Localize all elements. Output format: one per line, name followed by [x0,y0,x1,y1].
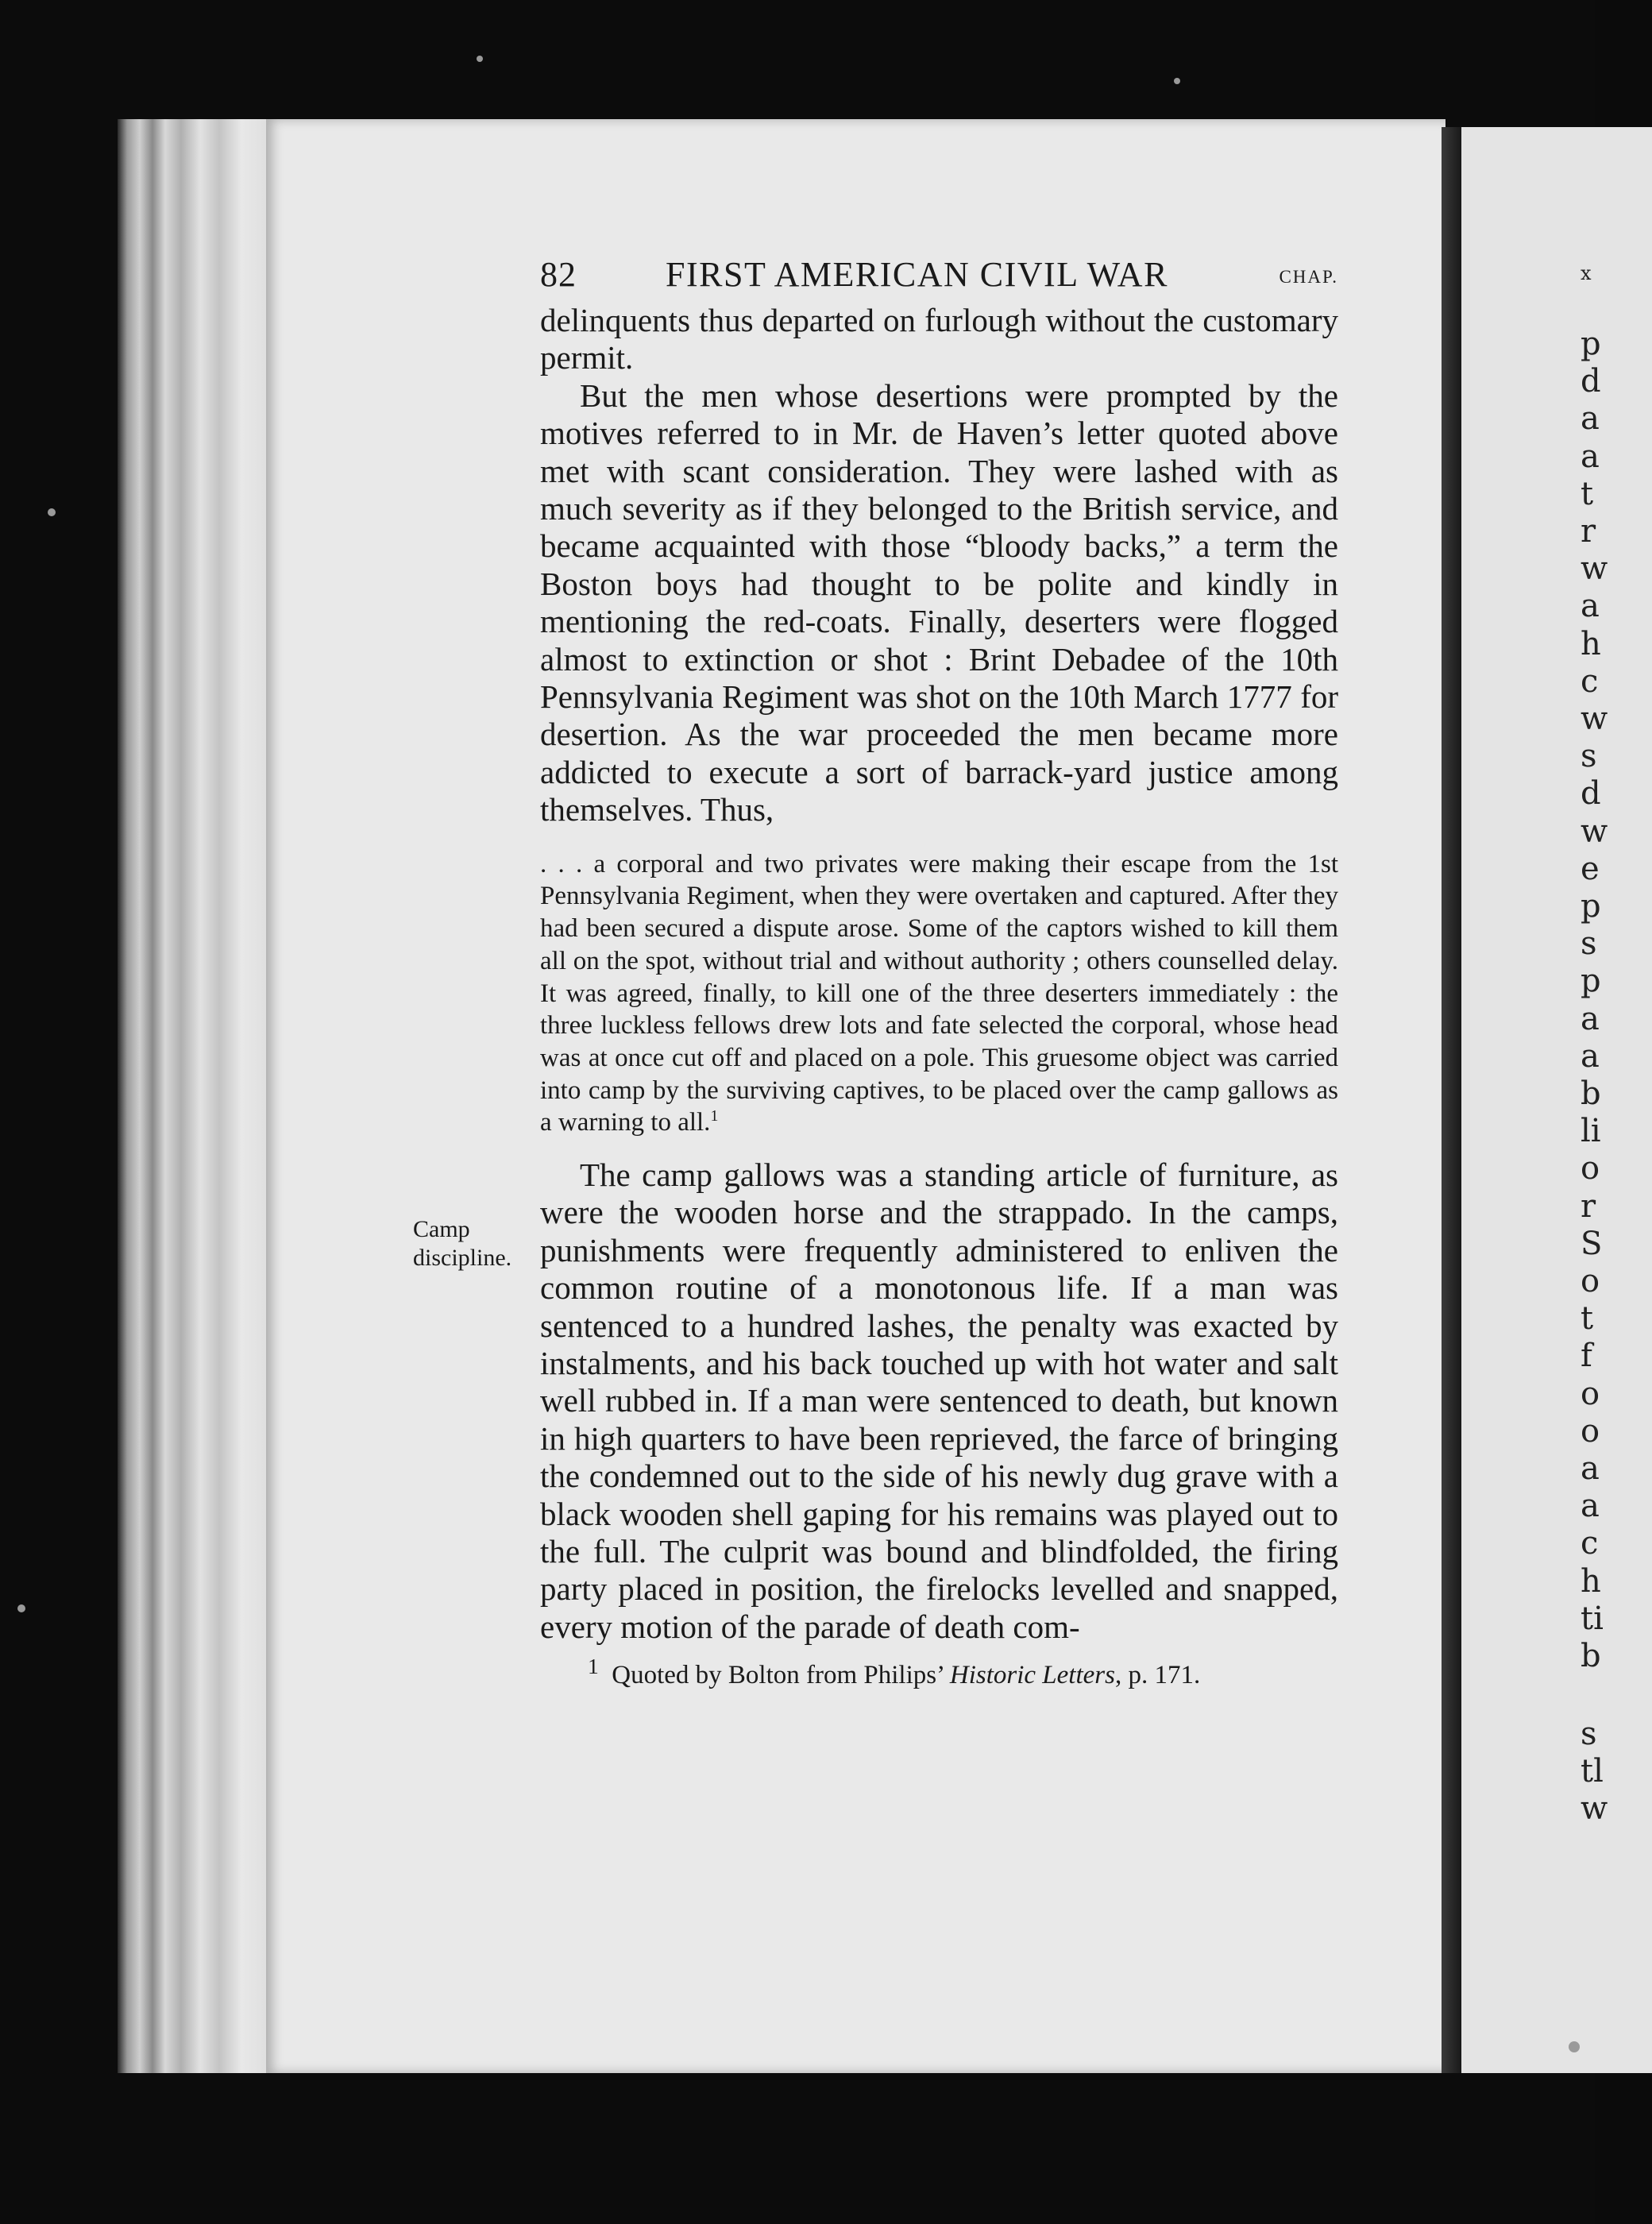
footnote-reference: 1 [710,1107,719,1126]
facing-page-letter: o [1581,1263,1600,1299]
facing-page-letter: x [1581,262,1592,284]
facing-page-letter: w [1581,1790,1608,1828]
facing-page-letter: a [1581,438,1600,475]
facing-page-letter: p [1581,888,1601,925]
dust-speck [1174,78,1180,84]
facing-page-letter: r [1581,513,1596,550]
facing-page-letter: w [1581,550,1608,588]
page-text [540,246,1338,1691]
facing-page-letter: ti [1581,1600,1604,1637]
margin-note [413,1215,511,1272]
facing-page-letter: a [1581,1000,1600,1037]
facing-page-letter: c [1581,1525,1599,1562]
facing-page-letter: p [1581,326,1601,362]
facing-page-letter: e [1581,850,1600,887]
chapter-label: CHAP. [1279,267,1338,287]
facing-page-letter: a [1581,1037,1600,1075]
dust-speck [48,508,56,516]
facing-page-letter: h [1581,1562,1601,1600]
facing-page-letter: li [1581,1113,1601,1150]
facing-page-letter: r [1581,1187,1596,1225]
facing-page [1461,127,1652,2073]
dust-speck [477,56,483,62]
page-edges [118,119,276,2073]
paragraph: But the men whose desertions were prompted by the motives referred to in Mr. de Haven’s letter quoted above met with scant consideration. They were lashed with as much severity as if they belonged to the British service, and became acquainted with those “bloody backs,” a term the Boston boys had thought to be polite and kindly in mentioning the red-coats. Finally, deserters were flogged almost to extinction or shot : Brint Debadee of the 10th Pennsylvania Regiment was shot on the 10th March 1777 for desertion. As the war proceeded the men became more addicted to execute a sort of barrack-yard justice among themselves. Thus, [540,376,1338,828]
paragraph: delinquents thus departed on furlough without the customary permit. [540,302,1338,376]
footnote-text-end: , p. 171. [1114,1661,1201,1690]
page-number: 82 [540,255,577,294]
facing-page-letter: w [1581,701,1608,737]
dust-speck [1569,2041,1580,2052]
facing-page-letter: a [1581,400,1600,438]
facing-page-letter: c [1581,662,1599,700]
margin-note-line: discipline. [413,1245,512,1271]
facing-page-letter: t [1581,1300,1594,1338]
facing-page-letter: a [1581,1450,1600,1487]
dust-speck [17,1604,25,1612]
facing-page-letter: b [1581,1638,1601,1674]
facing-page-letter: a [1581,588,1600,625]
facing-page-letter: d [1581,775,1601,813]
footnote-marker: 1 [588,1654,599,1679]
running-header [540,246,1338,302]
facing-page-letter: s [1581,1716,1597,1752]
footnote [540,1651,1338,1691]
margin-note-line: Camp [413,1216,470,1242]
facing-page-letter: s [1581,738,1597,775]
facing-page-letter: b [1581,1075,1601,1112]
footnote-text: Quoted by Bolton from Philips’ [612,1661,944,1690]
facing-page-letter: p [1581,963,1601,1000]
facing-page-letter: d [1581,363,1601,400]
book-gutter [1442,127,1464,2073]
facing-page-letter: S [1581,1225,1603,1262]
facing-page-letter: o [1581,1150,1600,1187]
block-quote-text: . . . a corporal and two privates were making their escape from the 1st Pennsylvania Regiment, when they were overtaken and captured. After they had been secured a dispute arose. Some of the captors wished to kill them all on the spot, without trial and without authority ; others counselled delay. It was agreed, finally, to kill one of the three deserters immediately : the three luckless fellows drew lots and fate selected the corporal, whose head was at once cut off and placed on a pole. This gruesome object was carried into camp by the surviving captives, to be placed over the camp gallows as a warning to all. [540,849,1338,1137]
facing-page-letter: tl [1581,1753,1604,1790]
footnote-italic-title: Historic Letters [949,1661,1115,1690]
facing-page-letter: s [1581,925,1597,963]
facing-page-letter: f [1581,1338,1592,1375]
facing-page-letter: o [1581,1375,1600,1412]
block-quote [540,848,1338,1139]
running-title: FIRST AMERICAN CIVIL WAR [666,255,1168,294]
facing-page-letter: o [1581,1412,1600,1450]
facing-page-letter: t [1581,475,1594,512]
facing-page-letter: a [1581,1488,1600,1525]
facing-page-letter: h [1581,625,1601,662]
paragraph: The camp gallows was a standing article of furniture, as were the wooden horse and the strappado. In the camps, punishments were frequently administered to enliven the common routine of a monotonous life. If a man was sentenced to a hundred lashes, the penalty was exacted by instalments, and his back touched up with hot water and salt well rubbed in. If a man were sentenced to death, but known in high quarters to have been reprieved, the farce of bringing the condemned out to the side of his newly dug grave with a black wooden shell gaping for his remains was played out to the full. The culprit was bound and blindfolded, the firing party placed in position, the firelocks levelled and snapped, every motion of the parade of death com- [540,1156,1338,1645]
facing-page-letter: w [1581,813,1608,850]
